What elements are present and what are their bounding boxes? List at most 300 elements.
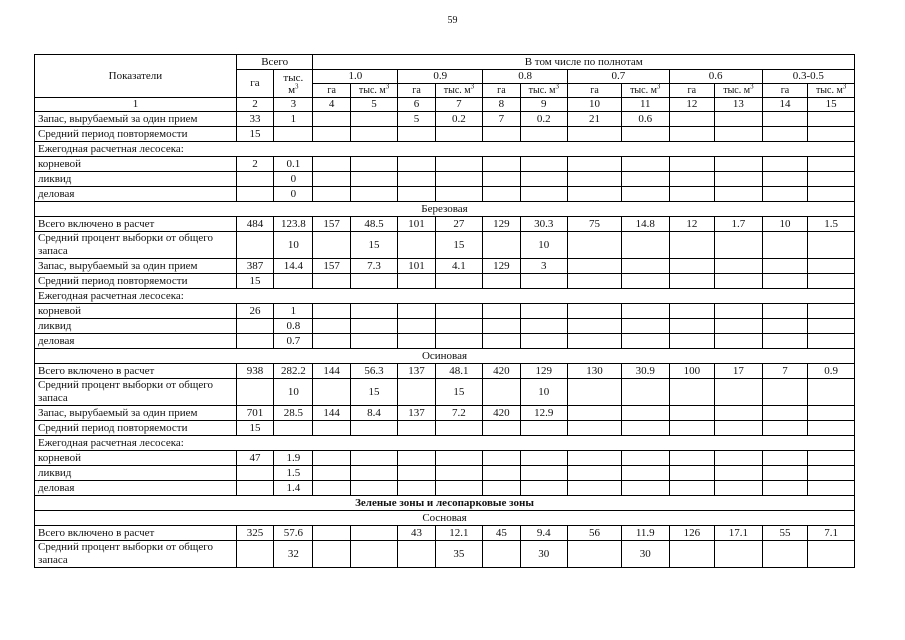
table-cell (808, 481, 855, 496)
table-cell (568, 541, 622, 568)
table-cell (669, 127, 715, 142)
table-cell: 56 (568, 526, 622, 541)
table-cell (398, 319, 435, 334)
table-cell (568, 259, 622, 274)
table-cell: 14.4 (274, 259, 313, 274)
table-cell (669, 274, 715, 289)
table-cell (715, 379, 763, 406)
table-cell (621, 334, 669, 349)
table-cell: 15 (236, 274, 273, 289)
table-row (35, 187, 855, 202)
row-label: ликвид (35, 172, 237, 187)
table-cell (715, 127, 763, 142)
table-cell (398, 274, 435, 289)
table-cell (435, 481, 483, 496)
header-unit-thousand-m3: тыс. $м^3$ (715, 84, 763, 98)
table-cell: 7.3 (350, 259, 398, 274)
table-cell: 48.1 (435, 364, 483, 379)
table-cell (568, 304, 622, 319)
table-cell: 0 (274, 172, 313, 187)
table-cell (621, 157, 669, 172)
table-cell: 10 (274, 232, 313, 259)
column-number: 8 (483, 98, 520, 112)
table-cell (568, 406, 622, 421)
section-title: Сосновая (35, 511, 855, 526)
table-cell (762, 406, 808, 421)
table-cell (808, 232, 855, 259)
table-cell (236, 172, 273, 187)
table-cell: 30 (621, 541, 669, 568)
row-label: Средний период повторяемости (35, 274, 237, 289)
table-cell (669, 157, 715, 172)
table-cell: 137 (398, 406, 435, 421)
table-cell (483, 157, 520, 172)
page-number: 59 (447, 15, 458, 26)
table-cell (568, 187, 622, 202)
table-cell: 1 (274, 304, 313, 319)
row-group-label: Ежегодная расчетная лесосека: (35, 436, 855, 451)
table-row (35, 481, 855, 496)
table-cell (669, 319, 715, 334)
table-cell (483, 421, 520, 436)
table-cell (808, 274, 855, 289)
table-cell (313, 112, 350, 127)
table-cell: 420 (483, 406, 520, 421)
row-label: Средний процент выборки от общего запаса (35, 541, 237, 568)
row-group-label: Ежегодная расчетная лесосека: (35, 142, 855, 157)
table-cell (715, 232, 763, 259)
table-cell: 129 (520, 364, 568, 379)
table-cell (435, 127, 483, 142)
table-cell (621, 172, 669, 187)
table-cell (435, 304, 483, 319)
table-cell (236, 187, 273, 202)
table-cell (313, 187, 350, 202)
table-cell (313, 319, 350, 334)
table-cell (350, 127, 398, 142)
table-cell: 1 (274, 112, 313, 127)
table-cell: 10 (520, 379, 568, 406)
table-cell (313, 421, 350, 436)
table-cell: 15 (236, 127, 273, 142)
table-cell (350, 319, 398, 334)
table-row (35, 364, 855, 379)
row-label: корневой (35, 157, 237, 172)
table-cell (398, 421, 435, 436)
table-cell (762, 304, 808, 319)
column-number: 7 (435, 98, 483, 112)
table-cell (520, 187, 568, 202)
header-by-density: В том числе по полнотам (313, 55, 855, 70)
table-cell (715, 112, 763, 127)
table-cell: 0.7 (274, 334, 313, 349)
table-cell (313, 127, 350, 142)
header-unit-ha: га (313, 84, 350, 98)
table-cell (621, 481, 669, 496)
table-cell: 129 (483, 259, 520, 274)
table-cell (715, 259, 763, 274)
table-cell: 7 (483, 112, 520, 127)
table-cell: 9.4 (520, 526, 568, 541)
column-number: 9 (520, 98, 568, 112)
table-cell: 0.2 (435, 112, 483, 127)
table-cell (483, 187, 520, 202)
table-cell: 75 (568, 217, 622, 232)
table-cell (350, 526, 398, 541)
table-cell (520, 466, 568, 481)
table-cell: 26 (236, 304, 273, 319)
row-label: Всего включено в расчет (35, 526, 237, 541)
table-cell: 12.1 (435, 526, 483, 541)
table-cell (762, 274, 808, 289)
table-cell (762, 334, 808, 349)
header-density-1: 1.0 (313, 70, 398, 84)
header-unit-thousand-m3: тыс. $м^3$ (621, 84, 669, 98)
table-row (35, 259, 855, 274)
header-unit-thousand-m3: тыс. $м^3$ (350, 84, 398, 98)
table-cell: 12.9 (520, 406, 568, 421)
header-density-3: 0.8 (483, 70, 568, 84)
table-cell: 56.3 (350, 364, 398, 379)
table-cell (568, 466, 622, 481)
table-cell (236, 481, 273, 496)
table-cell (483, 274, 520, 289)
table-cell: 0.1 (274, 157, 313, 172)
column-number: 4 (313, 98, 350, 112)
table-cell (520, 421, 568, 436)
table-cell (715, 466, 763, 481)
table-cell (520, 319, 568, 334)
table-cell: 15 (435, 232, 483, 259)
table-cell: 15 (435, 379, 483, 406)
header-total-m3: тыс. $м^3$ (274, 70, 313, 98)
table-cell (520, 334, 568, 349)
table-cell: 10 (274, 379, 313, 406)
table-cell (762, 259, 808, 274)
table-cell (808, 112, 855, 127)
table-cell (669, 304, 715, 319)
table-cell (398, 451, 435, 466)
table-cell (762, 451, 808, 466)
table-row (35, 304, 855, 319)
table-row (35, 217, 855, 232)
table-cell (483, 304, 520, 319)
table-cell (568, 157, 622, 172)
table-row (35, 379, 855, 406)
table-cell: 15 (350, 379, 398, 406)
table-cell (715, 172, 763, 187)
table-cell (669, 541, 715, 568)
table-cell: 48.5 (350, 217, 398, 232)
table-cell (568, 319, 622, 334)
table-cell (762, 112, 808, 127)
table-cell: 420 (483, 364, 520, 379)
table-cell: 123.8 (274, 217, 313, 232)
table-row (35, 274, 855, 289)
column-number: 5 (350, 98, 398, 112)
header-unit-ha: га (398, 84, 435, 98)
table-cell (621, 319, 669, 334)
table-cell: 10 (762, 217, 808, 232)
table-cell: 4.1 (435, 259, 483, 274)
table-cell (435, 172, 483, 187)
table-cell (398, 541, 435, 568)
table-cell: 11.9 (621, 526, 669, 541)
table-cell: 15 (350, 232, 398, 259)
table-cell (350, 481, 398, 496)
table-row (35, 157, 855, 172)
row-label: ликвид (35, 319, 237, 334)
table-cell (398, 334, 435, 349)
table-cell (715, 541, 763, 568)
table-cell: 144 (313, 406, 350, 421)
table-cell (398, 127, 435, 142)
table-cell (762, 157, 808, 172)
table-cell (808, 466, 855, 481)
table-cell (715, 421, 763, 436)
table-cell (808, 319, 855, 334)
table-cell (715, 187, 763, 202)
table-cell (313, 232, 350, 259)
table-cell: 0.6 (621, 112, 669, 127)
table-cell (236, 319, 273, 334)
table-row (35, 202, 855, 217)
table-cell (435, 421, 483, 436)
header-total-ha: га (236, 70, 273, 98)
row-label: корневой (35, 304, 237, 319)
table-cell: 3 (520, 259, 568, 274)
header-unit-ha: га (568, 84, 622, 98)
table-cell: 0 (274, 187, 313, 202)
header-indicators: Показатели (35, 55, 237, 98)
table-cell (715, 334, 763, 349)
header-unit-ha: га (483, 84, 520, 98)
table-cell (483, 127, 520, 142)
column-number: 12 (669, 98, 715, 112)
table-cell (715, 274, 763, 289)
table-cell: 484 (236, 217, 273, 232)
table-cell (568, 451, 622, 466)
table-row (35, 319, 855, 334)
table-cell (313, 526, 350, 541)
table-row (35, 232, 855, 259)
row-label: Средний процент выборки от общего запаса (35, 379, 237, 406)
table-cell (568, 232, 622, 259)
table-cell (621, 451, 669, 466)
row-label: Средний период повторяемости (35, 127, 237, 142)
table-cell (715, 304, 763, 319)
table-cell: 12 (669, 217, 715, 232)
table-cell (621, 232, 669, 259)
table-cell (621, 187, 669, 202)
header-density-2: 0.9 (398, 70, 483, 84)
table-row (35, 451, 855, 466)
table-cell (236, 334, 273, 349)
table-cell (762, 481, 808, 496)
row-label: Всего включено в расчет (35, 364, 237, 379)
table-cell (762, 379, 808, 406)
table-cell: 45 (483, 526, 520, 541)
row-label: Средний период повторяемости (35, 421, 237, 436)
table-cell (483, 232, 520, 259)
table-row (35, 511, 855, 526)
row-label: Запас, вырубаемый за один прием (35, 112, 237, 127)
table-cell: 126 (669, 526, 715, 541)
row-label: деловая (35, 481, 237, 496)
table-cell: 387 (236, 259, 273, 274)
table-cell (483, 541, 520, 568)
table-cell: 32 (274, 541, 313, 568)
header-unit-thousand-m3: тыс. $м^3$ (520, 84, 568, 98)
table-cell (669, 232, 715, 259)
table-cell (715, 406, 763, 421)
table-cell (808, 157, 855, 172)
table-cell (520, 451, 568, 466)
table-cell (808, 541, 855, 568)
table-cell (520, 127, 568, 142)
table-cell (350, 541, 398, 568)
header-unit-ha: га (762, 84, 808, 98)
table-cell (350, 274, 398, 289)
table-cell: 10 (520, 232, 568, 259)
table-cell: 30.9 (621, 364, 669, 379)
table-row (35, 436, 855, 451)
table-cell (621, 421, 669, 436)
table-cell: 57.6 (274, 526, 313, 541)
table-cell (621, 466, 669, 481)
table-row (35, 127, 855, 142)
table-cell (669, 187, 715, 202)
table-row (35, 172, 855, 187)
table-cell: 43 (398, 526, 435, 541)
table-cell (520, 304, 568, 319)
table-cell: 15 (236, 421, 273, 436)
table-cell (313, 466, 350, 481)
table-cell (762, 466, 808, 481)
table-cell (313, 379, 350, 406)
table-cell (568, 127, 622, 142)
table-cell: 7.1 (808, 526, 855, 541)
section-title: Березовая (35, 202, 855, 217)
table-cell: 28.5 (274, 406, 313, 421)
table-cell: 0.8 (274, 319, 313, 334)
table-cell (350, 421, 398, 436)
column-number: 11 (621, 98, 669, 112)
table-row (35, 496, 855, 511)
table-row (35, 349, 855, 364)
table-cell: 2 (236, 157, 273, 172)
table-cell (669, 379, 715, 406)
table-cell: 129 (483, 217, 520, 232)
table-cell (762, 232, 808, 259)
column-number: 6 (398, 98, 435, 112)
table-cell (313, 157, 350, 172)
table-cell (669, 481, 715, 496)
table-cell (313, 481, 350, 496)
header-unit-thousand-m3: тыс. $м^3$ (808, 84, 855, 98)
table-cell: 33 (236, 112, 273, 127)
table-cell: 17 (715, 364, 763, 379)
table-cell (621, 259, 669, 274)
table-cell: 1.7 (715, 217, 763, 232)
table-cell (669, 259, 715, 274)
column-number: 15 (808, 98, 855, 112)
table-cell: 1.4 (274, 481, 313, 496)
table-cell (313, 334, 350, 349)
table-cell (808, 304, 855, 319)
table-cell (398, 187, 435, 202)
table-cell: 101 (398, 217, 435, 232)
table-cell (313, 304, 350, 319)
table-cell (435, 451, 483, 466)
table-cell: 701 (236, 406, 273, 421)
table-row (35, 406, 855, 421)
table-cell (435, 334, 483, 349)
table-cell (483, 379, 520, 406)
table-row (35, 466, 855, 481)
table-cell (808, 406, 855, 421)
table-cell (808, 172, 855, 187)
table-cell (669, 451, 715, 466)
table-cell (274, 421, 313, 436)
table-cell (350, 112, 398, 127)
table-cell: 157 (313, 259, 350, 274)
table-cell (520, 481, 568, 496)
table-cell (669, 334, 715, 349)
table-cell (568, 379, 622, 406)
table-cell (435, 274, 483, 289)
table-cell (398, 232, 435, 259)
table-cell: 1.5 (808, 217, 855, 232)
table-cell (621, 304, 669, 319)
table-cell (621, 274, 669, 289)
table-cell (313, 541, 350, 568)
table-cell: 0.2 (520, 112, 568, 127)
table-cell (808, 334, 855, 349)
table-cell (435, 187, 483, 202)
column-number: 13 (715, 98, 763, 112)
table-cell: 21 (568, 112, 622, 127)
forest-stock-table (34, 54, 855, 568)
column-number: 2 (236, 98, 273, 112)
table-row (35, 421, 855, 436)
column-number: 1 (35, 98, 237, 112)
table-cell (568, 172, 622, 187)
table-cell: 17.1 (715, 526, 763, 541)
row-label: деловая (35, 187, 237, 202)
table-cell (350, 157, 398, 172)
table-cell: 47 (236, 451, 273, 466)
column-number: 3 (274, 98, 313, 112)
table-cell (762, 127, 808, 142)
table-cell: 157 (313, 217, 350, 232)
table-cell: 282.2 (274, 364, 313, 379)
table-cell (762, 172, 808, 187)
table-cell (313, 451, 350, 466)
table-cell (669, 112, 715, 127)
table-cell (715, 319, 763, 334)
table-cell (808, 127, 855, 142)
table-cell (398, 172, 435, 187)
table-cell (762, 421, 808, 436)
table-cell: 5 (398, 112, 435, 127)
table-cell (621, 127, 669, 142)
table-cell (236, 541, 273, 568)
table-cell (808, 451, 855, 466)
table-cell (808, 187, 855, 202)
row-group-label: Ежегодная расчетная лесосека: (35, 289, 855, 304)
table-cell: 144 (313, 364, 350, 379)
